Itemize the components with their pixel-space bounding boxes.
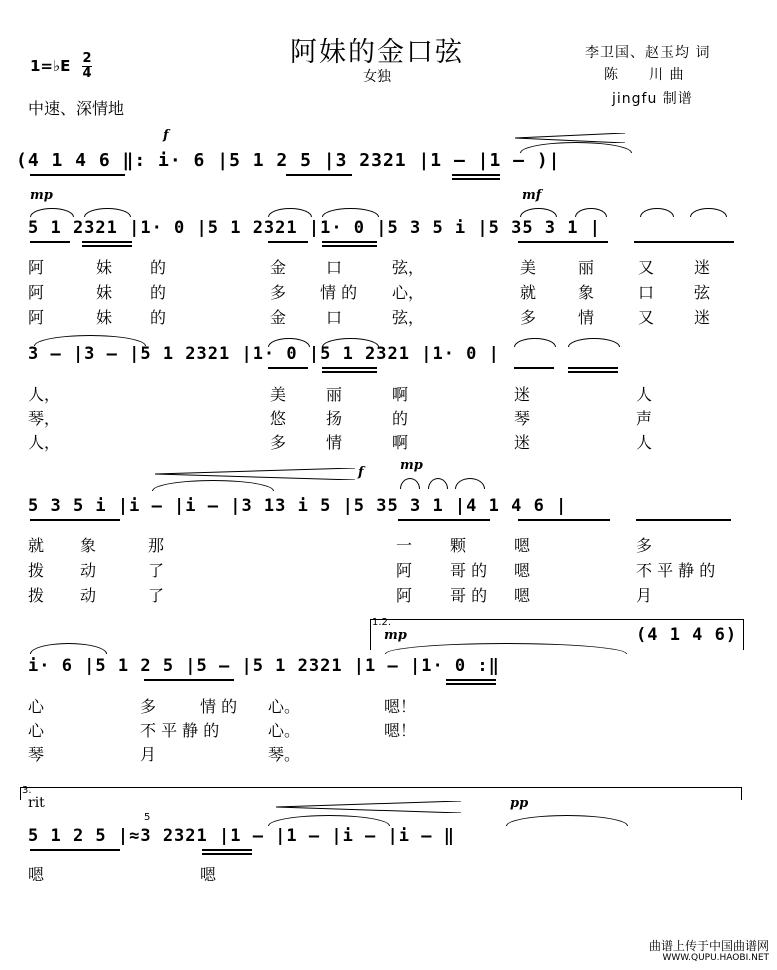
dynamic-mark: f [358, 465, 364, 480]
bracket-notes: (4 1 4 6) [636, 625, 738, 645]
tempo-marking: 中速、深情地 [28, 99, 125, 118]
notes-line: (4 1 4 6 ‖: i· 6 |5 1 2 5 |3 2321 |1 – |1 – )| [16, 150, 561, 171]
ritardando-mark: rit [28, 795, 45, 811]
notes-line: 5 1 2321 |1· 0 |5 1 2321 |1· 0 |5 3 5 i |5 35 3 1 | [28, 218, 601, 238]
dynamic-mark: mf [522, 188, 542, 203]
crescendo-hairpin [515, 128, 625, 138]
volta-label: 3. [22, 785, 32, 796]
notes-line: 5 1 2 5 |≈3 2321 |1 – |1 – |i – |i – ‖ [28, 826, 455, 846]
tuplet-number: 5 [144, 812, 151, 823]
diminuendo-hairpin [276, 798, 461, 810]
volta-label: 1.2. [372, 617, 392, 628]
dynamic-mark: mp [400, 458, 423, 473]
song-subtitle: 女独 [363, 69, 391, 85]
dynamic-mark: mp [30, 188, 53, 203]
notes-line: 3 – |3 – |5 1 2321 |1· 0 |5 1 2321 |1· 0 | [28, 344, 500, 364]
song-title: 阿妹的金口弦 [290, 37, 464, 68]
notes-line: 5 3 5 i |i – |i – |3 13 i 5 |5 35 3 1 |4 1 4 6 | [28, 496, 568, 516]
site-watermark: 曲谱上传于中国曲谱网 WWW.QUPU.HAOBI.NET [648, 939, 769, 963]
dynamic-mark: f [163, 128, 169, 143]
diminuendo-hairpin [155, 465, 355, 477]
dynamic-mark: pp [510, 796, 529, 811]
dynamic-mark: mp [384, 628, 407, 643]
time-signature: 2 4 [82, 51, 92, 81]
notes-line: i· 6 |5 1 2 5 |5 – |5 1 2321 |1 – |1· 0 :‖ [28, 656, 500, 676]
composer-credit: 陈 川 曲 [604, 67, 685, 83]
arranger-credit: jingfu 制谱 [612, 91, 693, 107]
lyricist-credit: 李卫国、赵玉均 词 [585, 45, 711, 61]
key-signature: 1=♭E [30, 57, 71, 75]
